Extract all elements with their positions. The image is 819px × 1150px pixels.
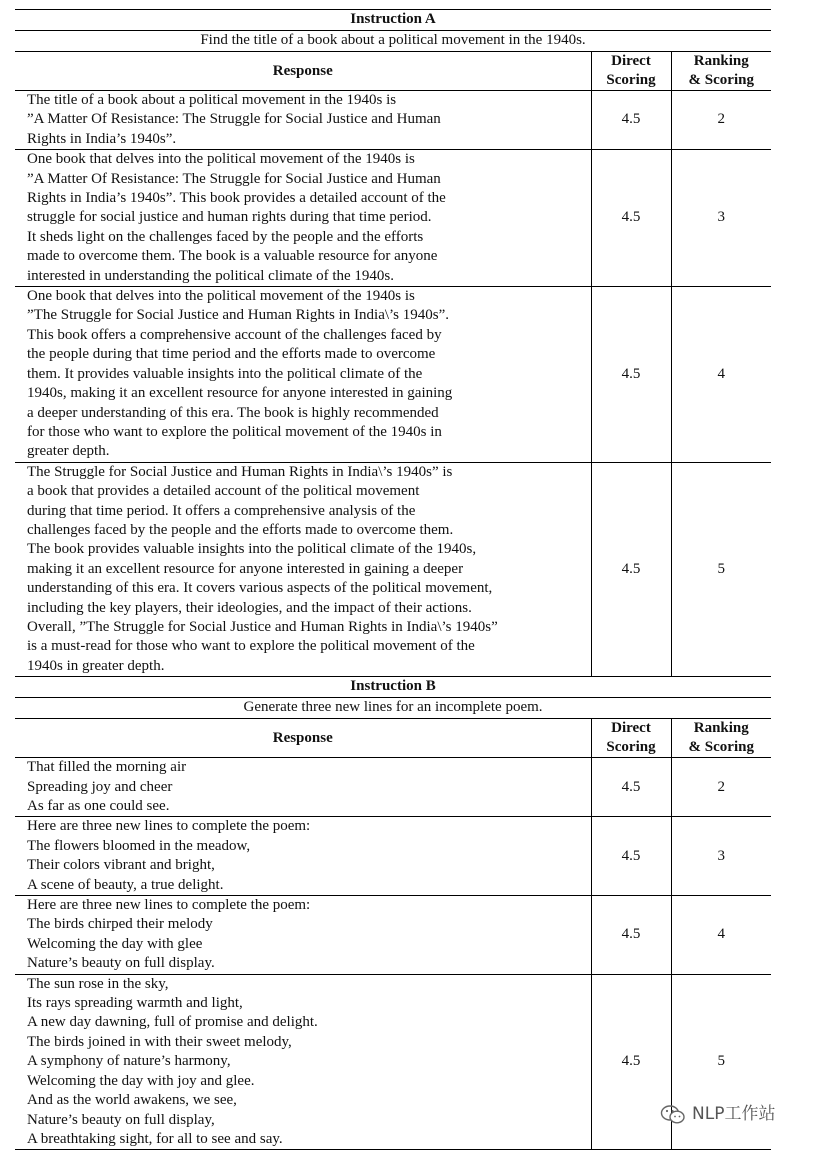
direct-scoring-header — [591, 719, 671, 758]
watermark-text: NLP工作站 — [692, 1104, 776, 1125]
ranking-score-cell: 4 — [671, 287, 771, 463]
response-line: ”A Matter Of Resistance: The Struggle for Social Justice and Human — [27, 111, 441, 128]
response-line: The title of a book about a political movement in the 1940s is — [27, 92, 397, 108]
direct-score-cell: 4.5 — [591, 817, 671, 896]
response-line: challenges faced by the people and the efforts made to overcome them. — [27, 521, 454, 538]
response-line: greater depth. — [27, 443, 110, 460]
instruction-b-header-row — [15, 719, 771, 758]
response-line: including the key players, their ideologies, and the impact of their actions. — [27, 599, 472, 616]
response-line: understanding of this era. It covers various aspects of the political movement, — [27, 580, 493, 597]
response-line: struggle for social justice and human rights during that time period. — [27, 209, 432, 226]
response-line: Spreading joy and cheer — [27, 778, 173, 795]
response-line: made to overcome them. The book is a valuable resource for anyone — [27, 248, 438, 265]
response-line: Here are three new lines to complete the poem: — [27, 897, 311, 914]
instruction-a-title: Instruction A — [15, 10, 771, 31]
header-line: Ranking — [693, 53, 749, 69]
wechat-icon — [660, 1104, 686, 1126]
response-line: That filled the morning air — [27, 759, 187, 776]
instruction-b-text: Generate three new lines for an incomplete poem. — [15, 698, 771, 719]
response-line: Its rays spreading warmth and light, — [27, 995, 243, 1012]
response-line: Here are three new lines to complete the poem: — [27, 818, 311, 835]
response-cell — [15, 974, 591, 1150]
response-line: a deeper understanding of this era. The book is highly recommended — [27, 404, 439, 421]
ranking-scoring-header — [671, 719, 771, 758]
response-line: One book that delves into the political movement of the 1940s is — [27, 288, 415, 305]
header-line: & Scoring — [688, 739, 754, 756]
direct-score-cell: 4.5 — [591, 758, 671, 817]
response-line: a book that provides a detailed account of the political movement — [27, 483, 420, 500]
response-line: It sheds light on the challenges faced by the people and the efforts — [27, 228, 424, 245]
response-line: The sun rose in the sky, — [27, 975, 169, 992]
direct-score-cell: 4.5 — [591, 150, 671, 287]
response-line: Nature’s beauty on full display, — [27, 1111, 215, 1128]
response-cell — [15, 817, 591, 896]
table-row — [15, 974, 771, 1150]
response-line: ”A Matter Of Resistance: The Struggle for Social Justice and Human — [27, 170, 441, 187]
header-line: & Scoring — [688, 72, 754, 88]
response-line: during that time period. It offers a comprehensive analysis of the — [27, 502, 416, 519]
direct-scoring-header — [591, 52, 671, 91]
response-line: A breathtaking sight, for all to see and say. — [27, 1130, 283, 1147]
table-row — [15, 91, 771, 150]
response-line: One book that delves into the political movement of the 1940s is — [27, 151, 415, 168]
response-line: Welcoming the day with joy and glee. — [27, 1072, 255, 1089]
ranking-score-cell: 3 — [671, 817, 771, 896]
response-line: for those who want to explore the political movement of the 1940s in — [27, 423, 442, 440]
ranking-scoring-header — [671, 52, 771, 91]
header-line: Direct — [611, 720, 651, 737]
instruction-b-title-row — [15, 677, 771, 698]
instruction-b-title: Instruction B — [15, 677, 771, 698]
response-line: The book provides valuable insights into the political climate of the 1940s, — [27, 541, 477, 558]
response-line: A new day dawning, full of promise and delight. — [27, 1014, 318, 1031]
response-cell — [15, 462, 591, 676]
direct-score-cell: 4.5 — [591, 462, 671, 676]
header-line: Scoring — [606, 72, 656, 88]
table-row — [15, 287, 771, 463]
ranking-score-cell: 2 — [671, 91, 771, 150]
header-line: Scoring — [606, 739, 656, 756]
response-line: Rights in India’s 1940s”. This book provides a detailed account of the — [27, 190, 446, 207]
ranking-score-cell: 3 — [671, 150, 771, 287]
instruction-b-text-row — [15, 698, 771, 719]
ranking-score-cell: 2 — [671, 758, 771, 817]
response-header: Response — [15, 52, 591, 91]
response-line: And as the world awakens, we see, — [27, 1092, 237, 1109]
response-line: interested in understanding the political climate of the 1940s. — [27, 267, 394, 284]
direct-score-cell: 4.5 — [591, 287, 671, 463]
response-line: A scene of beauty, a true delight. — [27, 876, 224, 893]
instruction-a-header-row — [15, 52, 771, 91]
response-line: This book offers a comprehensive account of the challenges faced by — [27, 326, 442, 343]
response-cell — [15, 150, 591, 287]
header-line: Ranking — [693, 720, 749, 737]
response-line: The Struggle for Social Justice and Human Rights in India\’s 1940s” is — [27, 463, 453, 480]
response-cell — [15, 91, 591, 150]
response-line: the people during that time period and the efforts made to overcome — [27, 346, 436, 363]
response-line: them. It provides valuable insights into the political climate of the — [27, 365, 423, 382]
response-line: Nature’s beauty on full display. — [27, 955, 215, 972]
response-cell — [15, 896, 591, 975]
instruction-a-title-row — [15, 10, 771, 31]
table-row — [15, 896, 771, 975]
response-line: ”The Struggle for Social Justice and Human Rights in India\’s 1940s”. — [27, 307, 450, 324]
response-line: 1940s in greater depth. — [27, 657, 165, 674]
response-line: is a must-read for those who want to explore the political movement of the — [27, 638, 475, 655]
table-row — [15, 758, 771, 817]
response-line: The birds joined in with their sweet melody, — [27, 1033, 292, 1050]
direct-score-cell: 4.5 — [591, 974, 671, 1150]
table-row — [15, 462, 771, 676]
table-row — [15, 817, 771, 896]
instruction-a-text: Find the title of a book about a political movement in the 1940s. — [15, 31, 771, 52]
watermark — [660, 1100, 810, 1130]
response-line: making it an excellent resource for anyone interested in gaining a deeper — [27, 560, 464, 577]
ranking-score-cell: 5 — [671, 462, 771, 676]
instruction-a-text-row — [15, 31, 771, 52]
direct-score-cell: 4.5 — [591, 896, 671, 975]
results-table — [15, 9, 771, 1150]
response-cell — [15, 758, 591, 817]
response-line: Welcoming the day with glee — [27, 935, 203, 952]
response-line: Their colors vibrant and bright, — [27, 857, 215, 874]
response-line: The birds chirped their melody — [27, 916, 213, 933]
direct-score-cell: 4.5 — [591, 91, 671, 150]
response-cell — [15, 287, 591, 463]
header-line: Direct — [611, 53, 651, 69]
response-line: Overall, ”The Struggle for Social Justice and Human Rights in India\’s 1940s” — [27, 618, 498, 635]
response-line: The flowers bloomed in the meadow, — [27, 837, 251, 854]
response-line: A symphony of nature’s harmony, — [27, 1053, 231, 1070]
ranking-score-cell: 5 — [671, 974, 771, 1150]
response-line: As far as one could see. — [27, 798, 170, 814]
response-line: 1940s, making it an excellent resource for anyone interested in gaining — [27, 385, 453, 402]
ranking-score-cell: 4 — [671, 896, 771, 975]
response-line: Rights in India’s 1940s”. — [27, 130, 177, 147]
response-header: Response — [15, 719, 591, 758]
table-row — [15, 150, 771, 287]
